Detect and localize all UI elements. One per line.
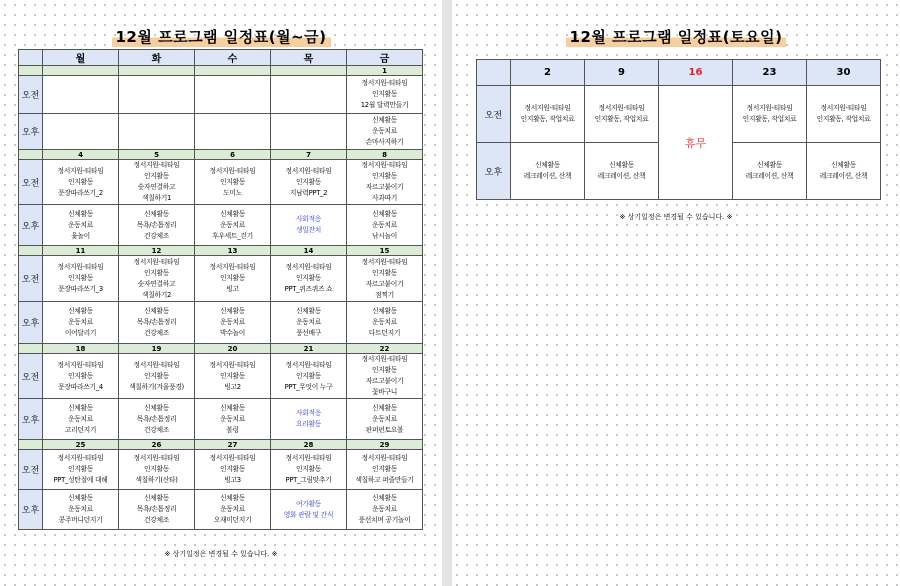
schedule-cell [195, 114, 271, 150]
activity-line: 판퍼펀토요볼 [365, 425, 404, 434]
activity-line: 신체활동 [143, 209, 170, 218]
weekday-header: 월 [43, 50, 119, 66]
schedule-cell [347, 256, 423, 302]
holiday-label: 휴무 [684, 136, 707, 150]
activity-line: 운동치료 [371, 220, 398, 229]
schedule-cell [347, 205, 423, 246]
activity-line: 신체활동 [371, 209, 398, 218]
date-number: 25 [43, 440, 119, 450]
date-number: 12 [119, 246, 195, 256]
schedule-cell [271, 354, 347, 399]
activity-line: 정서지원-티타임 [209, 454, 256, 462]
weekday-note: ※ 상기일정은 변경될 수 있습니다. ※ [164, 550, 278, 558]
date-number: 5 [119, 150, 195, 160]
schedule-cell [807, 86, 881, 143]
activity-line: 정서지원-티타임 [57, 360, 104, 369]
date-number: 18 [43, 344, 119, 354]
activity-line: 신체활동 [295, 307, 322, 315]
activity-line: 12월 달력만들기 [360, 101, 409, 109]
saturday-note: ※ 상기일정은 변경될 수 있습니다. ※ [619, 213, 733, 221]
activity-line: 이어달리기 [64, 329, 97, 337]
activity-line: 운동치료 [67, 414, 94, 423]
date-number: 4 [43, 150, 119, 160]
activity-line: 신체활동 [371, 494, 398, 502]
am-label: 오전 [19, 160, 43, 205]
activity-line: 점찍기 [375, 290, 394, 299]
activity-line: 운동치료 [219, 414, 246, 423]
activity-line: 정서지원-티타임 [598, 104, 645, 112]
activity-line: PPT_성탄절에 대해 [53, 476, 108, 484]
activity-line: 신체활동 [534, 161, 561, 169]
activity-line: 정서지원-티타임 [361, 161, 408, 169]
pm-label: 오후 [477, 143, 511, 200]
activity-line: 인지활동 [295, 465, 322, 473]
activity-line: 레크레이션, 산책 [523, 172, 572, 180]
schedule-cell [119, 450, 195, 490]
page-gutter [442, 0, 452, 586]
schedule-cell [271, 76, 347, 114]
schedule-cell [511, 143, 585, 200]
activity-line: 정서지원-티타임 [57, 166, 104, 175]
date-number [119, 66, 195, 76]
saturday-schedule-page [452, 0, 900, 586]
activity-line: 신체활동 [67, 209, 94, 218]
activity-line: 신체활동 [371, 403, 398, 412]
activity-line: 요리활동 [295, 420, 322, 428]
schedule-cell [271, 450, 347, 490]
activity-line: 정서지원-티타임 [285, 166, 332, 175]
activity-line: 사회적응 [295, 409, 322, 417]
saturday-date: 2 [511, 60, 585, 86]
schedule-cell [195, 205, 271, 246]
schedule-cell [271, 114, 347, 150]
schedule-cell [271, 205, 347, 246]
activity-line: 인지활동 [143, 172, 170, 180]
weekday-header: 금 [347, 50, 423, 66]
activity-line: 정서지원-티타임 [361, 79, 408, 87]
activity-line: 자르고붙이기 [365, 279, 404, 288]
schedule-cell [195, 354, 271, 399]
schedule-cell [347, 302, 423, 344]
schedule-cell [271, 160, 347, 205]
activity-line: 손마사지하기 [365, 138, 404, 146]
schedule-cell [195, 160, 271, 205]
activity-line: 문장따라쓰기_2 [58, 188, 103, 197]
activity-line: 인지활동 [67, 177, 94, 186]
activity-line: 레크레이션, 산책 [597, 172, 646, 180]
schedule-cell [271, 490, 347, 530]
schedule-cell [43, 114, 119, 150]
schedule-cell [119, 354, 195, 399]
activity-line: 정서지원-티타임 [133, 360, 180, 369]
activity-line: 운동치료 [219, 505, 246, 513]
date-number [43, 66, 119, 76]
activity-line: 생일잔치 [295, 226, 322, 234]
activity-line: 인지활동 [295, 371, 322, 380]
weekday-schedule-page [0, 0, 442, 586]
activity-line: 인지활동 [371, 90, 398, 98]
activity-line: 건강체조 [143, 329, 170, 337]
schedule-cell [43, 302, 119, 344]
activity-line: 정서지원-티타임 [209, 360, 256, 369]
schedule-cell [733, 86, 807, 143]
activity-line: 건강체조 [143, 425, 170, 434]
schedule-cell [119, 490, 195, 530]
activity-line: 도미노 [223, 188, 242, 197]
corner-header [19, 50, 43, 66]
date-row-label [19, 150, 43, 160]
date-number: 13 [195, 246, 271, 256]
weekday-title: 12월 프로그램 일정표(월~금) [112, 26, 331, 47]
activity-line: 낚시놀이 [371, 231, 398, 240]
activity-line: 박수놀이 [219, 329, 246, 337]
activity-line: 풍선배구 [295, 329, 322, 337]
activity-line: 문장따라쓰기_4 [58, 382, 103, 391]
date-number: 7 [271, 150, 347, 160]
pm-label: 오후 [19, 205, 43, 246]
activity-line: 신체활동 [830, 161, 857, 169]
activity-line: 정서지원-티타임 [361, 257, 408, 266]
activity-line: 정서지원-티타임 [133, 454, 180, 462]
activity-line: 숫자연결하고 [137, 183, 176, 191]
activity-line: 운동치료 [371, 414, 398, 423]
activity-line: 인지활동 [67, 465, 94, 473]
date-number: 14 [271, 246, 347, 256]
activity-line: 영화 관람 및 간식 [283, 510, 334, 519]
activity-line: PPT_그림맞추기 [285, 476, 332, 484]
activity-line: 인지활동 [67, 371, 94, 380]
activity-line: 정서지원-티타임 [285, 360, 332, 369]
weekday-schedule-table [18, 49, 423, 530]
activity-line: 신체활동 [67, 494, 94, 502]
activity-line: 신체활동 [143, 403, 170, 412]
activity-line: 인지활동 [219, 177, 246, 186]
date-number: 22 [347, 344, 423, 354]
activity-line: 건강체조 [143, 516, 170, 524]
date-number: 26 [119, 440, 195, 450]
schedule-cell [347, 114, 423, 150]
activity-line: 다트던지기 [368, 329, 401, 337]
activity-line: 정서지원-티타임 [57, 263, 104, 271]
activity-line: 정서지원-티타임 [133, 257, 180, 266]
schedule-cell [43, 256, 119, 302]
schedule-cell [43, 399, 119, 440]
activity-line: 운동치료 [371, 127, 398, 135]
schedule-cell [271, 256, 347, 302]
activity-line: 여가활동 [295, 499, 322, 508]
date-number: 6 [195, 150, 271, 160]
activity-line: 인지활동 [143, 465, 170, 473]
activity-line: 신체활동 [371, 116, 398, 124]
activity-line: 신체활동 [67, 403, 94, 412]
activity-line: 인지활동 [67, 274, 94, 282]
saturday-date: 16 [659, 60, 733, 86]
activity-line: 숫자연결하고 [137, 279, 176, 288]
activity-line: 사과따기 [371, 194, 398, 202]
activity-line: 운동치료 [295, 318, 322, 326]
activity-line: 사회적응 [295, 215, 322, 223]
saturday-title: 12월 프로그램 일정표(토요일) [566, 26, 787, 47]
saturday-schedule-table [476, 59, 881, 200]
activity-line: 정서지원-티타임 [285, 454, 332, 462]
activity-line: 정서지원-티타임 [209, 166, 256, 175]
date-row-label [19, 66, 43, 76]
weekday-header: 화 [119, 50, 195, 66]
schedule-cell [733, 143, 807, 200]
schedule-cell [195, 256, 271, 302]
date-number: 28 [271, 440, 347, 450]
pm-label: 오후 [19, 490, 43, 530]
schedule-cell [271, 302, 347, 344]
activity-line: 인지활동 [143, 371, 170, 380]
date-number [195, 66, 271, 76]
activity-line: 인지활동 [219, 371, 246, 380]
activity-line: 빙고2 [224, 382, 241, 391]
date-number: 21 [271, 344, 347, 354]
activity-line: 색칠하기1 [141, 194, 172, 202]
schedule-cell [347, 76, 423, 114]
date-row-label [19, 344, 43, 354]
schedule-cell [271, 399, 347, 440]
activity-line: 볼링 [226, 425, 239, 434]
schedule-cell [43, 205, 119, 246]
schedule-cell [585, 86, 659, 143]
activity-line: 신체활동 [67, 307, 94, 315]
date-row-label [19, 440, 43, 450]
activity-line: 정서지원-티타임 [133, 161, 180, 169]
activity-line: 인지활동 [295, 274, 322, 282]
activity-line: 운동치료 [219, 318, 246, 326]
activity-line: 정서지원-티타임 [285, 263, 332, 271]
activity-line: 정서지원-티타임 [820, 104, 867, 112]
activity-line: 정서지원-티타임 [524, 104, 571, 112]
activity-line: 인지활동, 작업치료 [816, 115, 871, 123]
schedule-cell [43, 450, 119, 490]
schedule-cell [119, 160, 195, 205]
activity-line: 꽃바구니 [371, 388, 398, 396]
schedule-cell [195, 302, 271, 344]
date-number [271, 66, 347, 76]
activity-line: 목욕/손톱정리 [136, 505, 177, 513]
corner-header [477, 60, 511, 86]
activity-line: 인지활동 [219, 274, 246, 282]
activity-line: 색칠하기(산타) [135, 476, 178, 484]
activity-line: 정서지원-티타임 [209, 263, 256, 271]
activity-line: 목욕/손톱정리 [136, 220, 177, 229]
date-row-label [19, 246, 43, 256]
activity-line: 풍선치며 공기놀이 [358, 516, 411, 524]
activity-line: 신체활동 [143, 494, 170, 502]
schedule-cell [195, 450, 271, 490]
activity-line: 인지활동 [295, 177, 322, 186]
activity-line: 인지활동, 작업치료 [742, 115, 797, 123]
activity-line: 인지활동 [143, 268, 170, 277]
schedule-cell [119, 256, 195, 302]
activity-line: 신체활동 [756, 161, 783, 169]
schedule-cell [347, 490, 423, 530]
schedule-cell [119, 114, 195, 150]
activity-line: 신체활동 [219, 307, 246, 315]
schedule-cell [585, 143, 659, 200]
activity-line: 신체활동 [219, 403, 246, 412]
weekday-header: 수 [195, 50, 271, 66]
activity-line: PPT_무엇이 누구 [284, 382, 333, 391]
activity-line: 인지활동 [371, 465, 398, 473]
date-number: 19 [119, 344, 195, 354]
holiday-cell [659, 86, 733, 200]
date-number: 11 [43, 246, 119, 256]
am-label: 오전 [19, 354, 43, 399]
activity-line: 색칠하고 퍼즐만들기 [355, 476, 414, 484]
activity-line: 인지활동 [219, 465, 246, 473]
schedule-cell [119, 205, 195, 246]
activity-line: 건강체조 [143, 231, 170, 240]
activity-line: 인지활동, 작업치료 [520, 115, 575, 123]
activity-line: 정서지원-티타임 [57, 454, 104, 462]
activity-line: 신체활동 [608, 161, 635, 169]
activity-line: 색칠하기(겨울풍경) [129, 382, 184, 391]
schedule-cell [347, 399, 423, 440]
activity-line: 정서지원-티타임 [361, 355, 408, 363]
activity-line: 윷놀이 [71, 231, 90, 240]
activity-line: 정서지원-티타임 [361, 454, 408, 462]
saturday-date: 23 [733, 60, 807, 86]
activity-line: PPT_퀴즈퀴즈 쇼 [284, 285, 333, 293]
activity-line: 자르고붙이기 [365, 183, 404, 191]
am-label: 오전 [19, 256, 43, 302]
date-number: 15 [347, 246, 423, 256]
activity-line: 지남력PPT_2 [289, 188, 328, 197]
activity-line: 색칠하기2 [141, 290, 172, 299]
activity-line: 인지활동 [371, 366, 398, 374]
activity-line: 운동치료 [67, 220, 94, 229]
activity-line: 레크레이션, 산책 [745, 172, 794, 180]
activity-line: 목욕/손톱정리 [136, 414, 177, 423]
activity-line: 빙고3 [224, 476, 241, 484]
schedule-cell [807, 143, 881, 200]
activity-line: 빙고 [226, 285, 239, 293]
activity-line: 신체활동 [371, 307, 398, 315]
activity-line: 레크레이션, 산책 [819, 172, 868, 180]
activity-line: 후우세트_걷기 [212, 231, 253, 240]
activity-line: 운동치료 [371, 318, 398, 326]
weekday-header: 목 [271, 50, 347, 66]
activity-line: 인지활동 [371, 268, 398, 277]
activity-line: 콩주머니던지기 [58, 516, 103, 524]
am-label: 오전 [19, 450, 43, 490]
date-number: 29 [347, 440, 423, 450]
activity-line: 인지활동, 작업치료 [594, 115, 649, 123]
activity-line: 운동치료 [67, 318, 94, 326]
activity-line: 정서지원-티타임 [746, 104, 793, 112]
activity-line: 자르고붙이기 [365, 377, 404, 385]
date-number: 8 [347, 150, 423, 160]
saturday-date: 9 [585, 60, 659, 86]
schedule-cell [195, 490, 271, 530]
am-label: 오전 [19, 76, 43, 114]
am-label: 오전 [477, 86, 511, 143]
schedule-cell [119, 399, 195, 440]
activity-line: 운동치료 [67, 505, 94, 513]
schedule-cell [347, 450, 423, 490]
schedule-cell [195, 399, 271, 440]
activity-line: 신체활동 [219, 494, 246, 502]
schedule-cell [119, 302, 195, 344]
schedule-cell [119, 76, 195, 114]
schedule-cell [195, 76, 271, 114]
activity-line: 고리던지기 [64, 425, 97, 434]
pm-label: 오후 [19, 399, 43, 440]
activity-line: 인지활동 [371, 172, 398, 180]
activity-line: 문장따라쓰기_3 [58, 285, 103, 293]
schedule-cell [347, 160, 423, 205]
activity-line: 운동치료 [371, 505, 398, 513]
activity-line: 신체활동 [143, 307, 170, 315]
saturday-date: 30 [807, 60, 881, 86]
schedule-cell [43, 354, 119, 399]
activity-line: 목욕/손톱정리 [136, 318, 177, 326]
activity-line: 오재미던지기 [213, 516, 252, 524]
schedule-cell [43, 76, 119, 114]
activity-line: 신체활동 [219, 209, 246, 218]
schedule-cell [347, 354, 423, 399]
activity-line: 운동치료 [219, 220, 246, 229]
date-number: 1 [347, 66, 423, 76]
date-number: 27 [195, 440, 271, 450]
schedule-cell [511, 86, 585, 143]
pm-label: 오후 [19, 114, 43, 150]
schedule-cell [43, 160, 119, 205]
pm-label: 오후 [19, 302, 43, 344]
schedule-cell [43, 490, 119, 530]
date-number: 20 [195, 344, 271, 354]
